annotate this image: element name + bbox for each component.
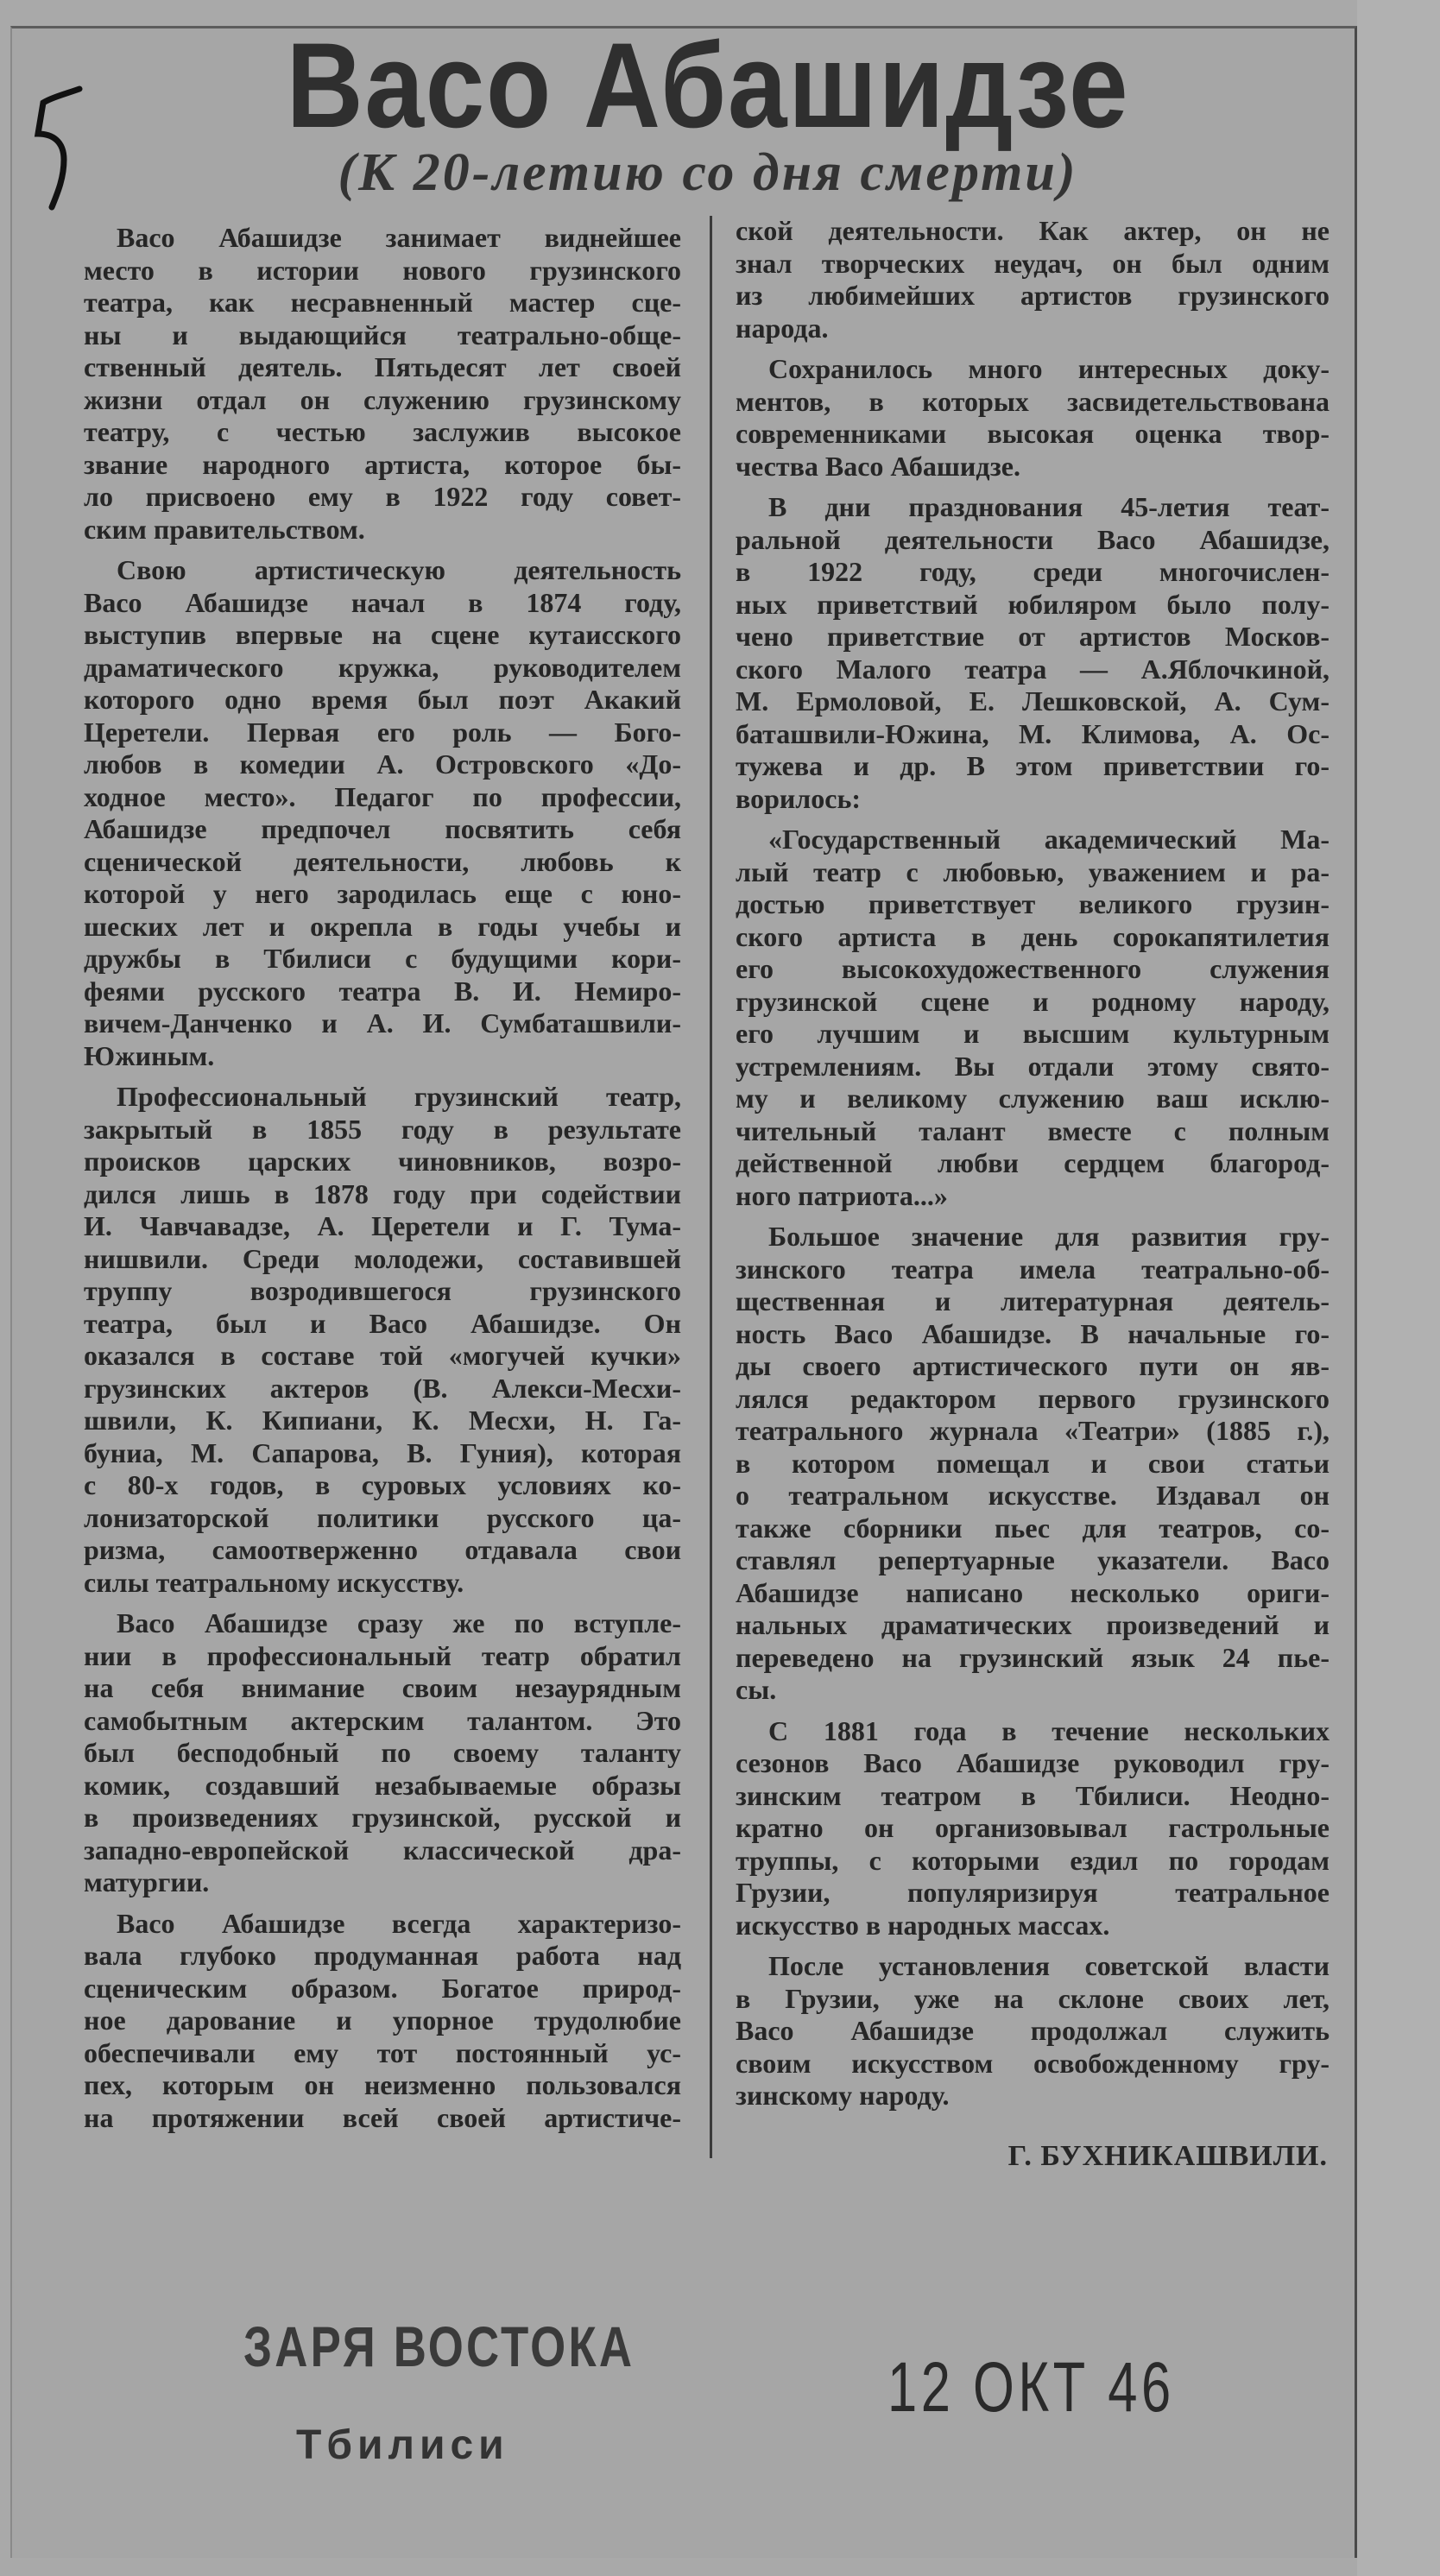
text-line: Васо Абашидзе всегда характеризо- — [117, 1907, 681, 1939]
text-line: матургии. — [84, 1866, 210, 1897]
text-line: драматического кружка, руководителем — [84, 651, 681, 683]
text-line: силы театральному искусству. — [84, 1566, 464, 1598]
text-line: Свою артистическую деятельность — [117, 554, 681, 585]
paragraph — [84, 222, 681, 546]
text-line: ды своего артистического пути он яв- — [736, 1350, 1329, 1381]
text-line: труппу возродившегося грузинского — [84, 1275, 681, 1306]
text-line: ставлял репертуарные указатели. Васо — [736, 1544, 1329, 1575]
text-line: которой у него зародилась еще с юно- — [84, 878, 681, 909]
text-line: в котором помещал и свои статьи — [736, 1447, 1329, 1479]
text-line: ность Васо Абашидзе. В начальные го- — [736, 1317, 1329, 1349]
text-line: зинскому народу. — [736, 2080, 950, 2111]
paragraph — [736, 1715, 1329, 1942]
text-line: грузинских актеров (В. Алекси-Месхи- — [84, 1372, 681, 1404]
text-line: нии в профессиональный театр обратил — [84, 1639, 681, 1671]
paragraph — [736, 491, 1329, 815]
text-line: с 80-х годов, в суровых условиях ко- — [84, 1469, 681, 1500]
text-line: театра, как несравненный мастер сце- — [84, 287, 681, 318]
text-line: ральной деятельности Васо Абашидзе, — [736, 523, 1329, 555]
paragraph — [736, 353, 1329, 483]
author-signature: Г. БУХНИКАШВИЛИ. — [1007, 2140, 1328, 2172]
paragraph — [84, 1607, 681, 1899]
text-line: оказался в составе той «могучей кучки» — [84, 1340, 681, 1371]
text-line: вичем-Данченко и А. И. Сумбаташвили- — [84, 1007, 681, 1039]
text-line: сценическим образом. Богатое природ- — [84, 1972, 681, 2004]
text-line: лый театр с любовью, уважением и ра- — [736, 856, 1329, 887]
text-line: из любимейших артистов грузинского — [736, 280, 1329, 311]
text-line: Профессиональный грузинский театр, — [117, 1081, 681, 1112]
paragraph — [736, 1221, 1329, 1707]
text-line: Абашидзе написано несколько ориги- — [736, 1576, 1329, 1608]
text-line: зинского театра имела театрально-об- — [736, 1253, 1329, 1285]
text-line: нишвили. Среди молодежи, составившей — [84, 1242, 681, 1274]
column-divider — [710, 216, 712, 2158]
text-line: происков царских чиновников, возро- — [84, 1146, 681, 1177]
text-line: сценической деятельности, любовь к — [84, 845, 681, 877]
text-line: чено приветствие от артистов Москов- — [736, 621, 1329, 652]
text-line: ны и выдающийся театрально-обще- — [84, 319, 681, 350]
text-line: вала глубоко продуманная работа над — [84, 1940, 681, 1971]
text-line: в Грузии, уже на склоне своих лет, — [736, 1982, 1329, 2014]
text-line: которого одно время был поэт Акакий — [84, 684, 681, 715]
text-line: шеских лет и окрепла в годы учебы и — [84, 910, 681, 942]
text-line: В дни празднования 45-летия теат- — [768, 491, 1329, 522]
article-title: Васо Абашидзе — [286, 17, 1130, 153]
text-line: Абашидзе предпочел посвятить себя — [84, 813, 681, 844]
text-line: «Государственный академический Ма- — [768, 824, 1329, 855]
text-line: С 1881 года в течение нескольких — [768, 1714, 1329, 1746]
text-line: ходное место». Педагог по профессии, — [84, 780, 681, 812]
text-line: М. Ермоловой, Е. Лешковской, А. Сум- — [736, 685, 1329, 717]
text-line: народа. — [736, 312, 829, 344]
text-line: его высокохудожественного служения — [736, 953, 1329, 984]
text-line: был бесподобный по своему таланту — [84, 1737, 681, 1768]
text-line: западно-европейской классической дра- — [84, 1834, 681, 1866]
text-line: Грузии, популяризируя театральное — [736, 1877, 1329, 1908]
text-line: му и великому служению ваш исклю- — [736, 1083, 1329, 1114]
text-line: чительный талант вместе с полным — [736, 1114, 1329, 1146]
text-line: труппы, с которыми ездил по городам — [736, 1844, 1329, 1876]
text-line: жизни отдал он служению грузинскому — [84, 383, 681, 415]
text-line: театру, с честью заслужив высокое — [84, 416, 681, 447]
text-line: Васо Абашидзе начал в 1874 году, — [84, 586, 681, 618]
text-line: ским правительством. — [84, 513, 365, 545]
text-line: ственный деятель. Пятьдесят лет своей — [84, 351, 681, 382]
text-line: дружбы в Тбилиси с будущими кори- — [84, 943, 681, 974]
newspaper-name-stamp: ЗАРЯ ВОСТОКА — [243, 2314, 635, 2378]
text-line: на протяжении всей своей артистиче- — [84, 2101, 681, 2133]
date-stamp: 12 ОКТ 46 — [887, 2348, 1175, 2427]
text-line: Васо Абашидзе продолжал служить — [736, 2015, 1329, 2046]
text-line: Васо Абашидзе занимает виднейшее — [117, 222, 681, 253]
text-line: театра, был и Васо Абашидзе. Он — [84, 1307, 681, 1339]
text-line: современниками высокая оценка твор- — [736, 418, 1329, 449]
text-line: ворилось: — [736, 782, 862, 814]
text-line: в 1922 году, среди многочислен- — [736, 556, 1329, 587]
article-subtitle: (К 20-летию со дня смерти) — [338, 143, 1078, 202]
text-line: нальных драматических произведений и — [736, 1609, 1329, 1640]
text-line: ризма, самоотверженно отдавала свои — [84, 1534, 681, 1565]
text-line: сы. — [736, 1674, 777, 1705]
text-line: После установления советской власти — [768, 1950, 1329, 1981]
left-column — [84, 222, 681, 2143]
text-line: достью приветствует великого грузин- — [736, 888, 1329, 919]
text-line: феями русского театра В. И. Немиро- — [84, 975, 681, 1007]
text-line: на себя внимание своим незаурядным — [84, 1672, 681, 1703]
text-line: кратно он организовывал гастрольные — [736, 1812, 1329, 1843]
text-line: выступив впервые на сцене кутаисского — [84, 619, 681, 650]
text-line: Большое значение для развития гру- — [768, 1221, 1329, 1252]
text-line: своим искусством освобожденному гру- — [736, 2047, 1329, 2079]
text-line: ло присвоено ему в 1922 году совет- — [84, 481, 681, 512]
text-line: искусство в народных массах. — [736, 1909, 1110, 1941]
text-line: лонизаторской политики русского ца- — [84, 1501, 681, 1533]
text-line: Церетели. Первая его роль — Бого- — [84, 716, 681, 748]
text-line: ского Малого театра — А.Яблочкиной, — [736, 653, 1329, 685]
text-line: комик, создавший незабываемые образы — [84, 1769, 681, 1801]
text-line: баташвили-Южина, М. Климова, А. Ос- — [736, 717, 1329, 749]
text-line: ской деятельности. Как актер, он не — [736, 215, 1329, 246]
text-line: обеспечивали ему тот постоянный ус- — [84, 2036, 681, 2068]
paragraph — [736, 215, 1329, 344]
text-line: буниа, М. Сапарова, В. Гуния), которая — [84, 1436, 681, 1468]
paragraph — [84, 1081, 681, 1599]
text-line: действенной любви сердцем благород- — [736, 1147, 1329, 1178]
paragraph — [736, 824, 1329, 1212]
text-line: ского артиста в день сорокапятилетия — [736, 920, 1329, 952]
text-line: ного патриота...» — [736, 1179, 948, 1211]
text-line: лялся редактором первого грузинского — [736, 1382, 1329, 1414]
text-line: его лучшим и высшим культурным — [736, 1018, 1329, 1049]
text-line: ментов, в которых засвидетельствована — [736, 385, 1329, 417]
text-line: тужева и др. В этом приветствии го- — [736, 750, 1329, 781]
text-line: переведено на грузинский язык 24 пье- — [736, 1641, 1329, 1673]
text-line: место в истории нового грузинского — [84, 254, 681, 286]
text-line: сезонов Васо Абашидзе руководил гру- — [736, 1747, 1329, 1778]
text-line: в произведениях грузинской, русской и — [84, 1802, 681, 1833]
text-line: дился лишь в 1878 году при содействии — [84, 1178, 681, 1209]
text-line: грузинской сцене и родному народу, — [736, 985, 1329, 1017]
text-line: о театральном искусстве. Издавал он — [736, 1480, 1329, 1511]
text-line: устремлениям. Вы отдали этому свято- — [736, 1050, 1329, 1082]
background-paper — [1357, 0, 1440, 2576]
text-line: щественная и литературная деятель- — [736, 1285, 1329, 1316]
text-line: Сохранилось много интересных доку- — [768, 353, 1329, 384]
text-line: звание народного артиста, которое бы- — [84, 448, 681, 480]
text-line: Васо Абашидзе сразу же по вступле- — [117, 1607, 681, 1638]
text-line: знал творческих неудач, он был одним — [736, 247, 1329, 279]
text-line: И. Чавчавадзе, А. Церетели и Г. Тума- — [84, 1210, 681, 1241]
right-column — [736, 215, 1329, 2121]
text-line: пех, которым он неизменно пользовался — [84, 2069, 681, 2100]
text-line: самобытным актерским талантом. Это — [84, 1704, 681, 1736]
paragraph — [84, 554, 681, 1072]
text-line: ных приветствий юбиляром было полу- — [736, 588, 1329, 620]
text-line: швили, К. Кипиани, К. Месхи, Н. Га- — [84, 1405, 681, 1436]
text-line: чества Васо Абашидзе. — [736, 450, 1020, 482]
city-stamp: Тбилиси — [296, 2422, 509, 2468]
paragraph — [84, 1908, 681, 2135]
text-line: зинским театром в Тбилиси. Неодно- — [736, 1779, 1329, 1811]
text-line: ное дарование и упорное трудолюбие — [84, 2005, 681, 2036]
text-line: закрытый в 1855 году в результате — [84, 1113, 681, 1145]
text-line: Южиным. — [84, 1039, 215, 1071]
text-line: также сборники пьес для театров, со- — [736, 1512, 1329, 1544]
text-line: любов в комедии А. Островского «До- — [84, 748, 681, 780]
text-line: театрального журнала «Театри» (1885 г.), — [736, 1415, 1329, 1446]
paragraph — [736, 1950, 1329, 2112]
